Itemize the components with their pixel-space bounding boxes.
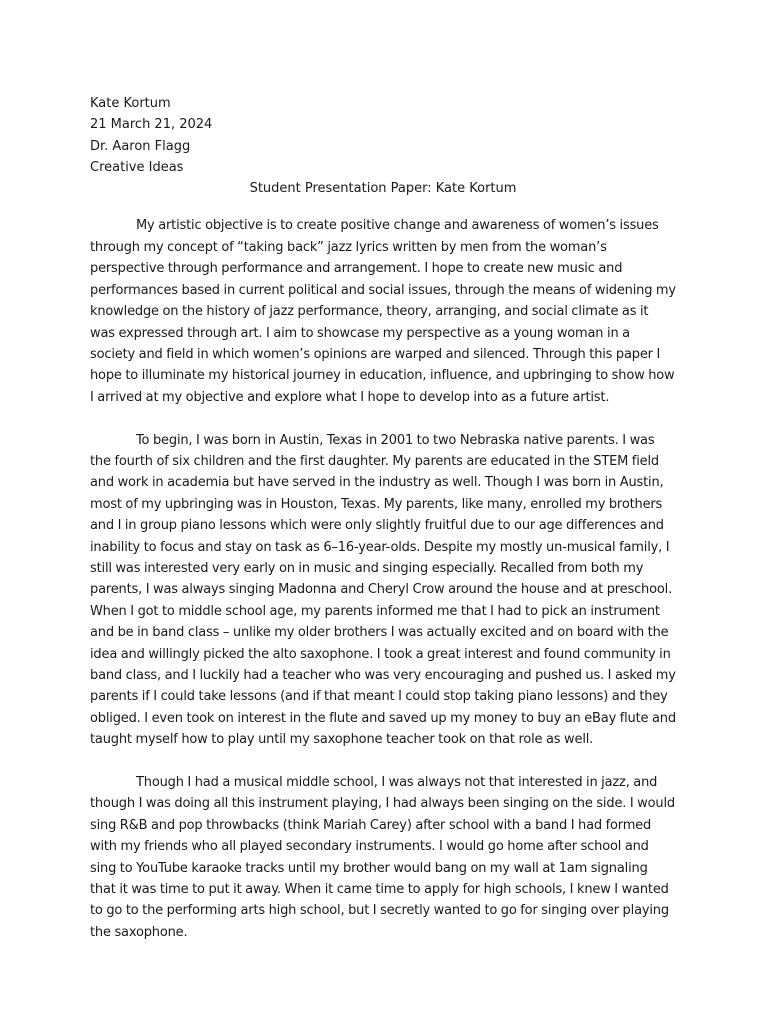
paper-title: Student Presentation Paper: Kate Kortum <box>249 181 517 197</box>
author-name: Kate Kortum <box>90 96 171 111</box>
paragraph-upbringing: To begin, I was born in Austin, Texas in 2001 to two Nebraska native parents. I was the fourth of six children and the first daughter. My parents are educated in the STEM field and work in academia but have served in the industry as well. Though I was born in Austin, most of my upbringing was in Houston, Texas. My parents, like many, enrolled my brothers and I in group piano lessons which were only slightly fruitful due to our age differences and inability to focus and stay on task as 6–16-year-olds. Despite my mostly un-musical family, I still was interested very early on in music and singing especially. Recalled from both my parents, I was always singing Madonna and Cheryl Crow around the house and at preschool. When I got to middle school age, my parents informed me that I had to pick an instrument and be in band class – unlike my older brothers I was actually excited and on board with the idea and willingly picked the alto saxophone. I took a great interest and found community in band class, and I luckily had a teacher who was very encouraging and pushed us. I asked my parents if I could take lessons (and if that meant I could stop taking piano lessons) and they obliged. I even took on interest in the flute and saved up my money to buy an eBay flute and taught myself how to play until my saxophone teacher took on that role as well. <box>90 432 676 748</box>
instructor-name: Dr. Aaron Flagg <box>90 138 191 154</box>
course-name: Creative Ideas <box>90 159 184 175</box>
paper-date: 21 March 21, 2024 <box>90 117 213 133</box>
paragraph-objective: My artistic objective is to create positive change and awareness of women’s issues through my concept of “taking back” jazz lyrics written by men from the woman’s perspective through performance and arrangement. I hope to create new music and performances based in current political and social issues, through the means of widening my knowledge on the history of jazz performance, theory, arranging, and social climate as it was expressed through art. I aim to showcase my perspective as a young woman in a society and field in which women’s opinions are warped and silenced. Through this paper I hope to illuminate my historical journey in education, influence, and upbringing to show how I arrived at my objective and explore what I hope to develop into as a future artist. <box>90 218 676 405</box>
document-body <box>90 93 676 965</box>
paragraph-middle-school: Though I had a musical middle school, I was always not that interested in jazz, and though I was doing all this instrument playing, I had always been singing on the side. I would sing R&B and pop throwbacks (think Mariah Carey) after school with a band I had formed with my friends who all played secondary instruments. I would go home after school and sing to YouTube karaoke tracks until my brother would bang on my wall at 1am signaling that it was time to put it away. When it came time to apply for high schools, I knew I wanted to go to the performing arts high school, but I secretly wanted to go for singing over playing the saxophone. <box>90 775 675 940</box>
